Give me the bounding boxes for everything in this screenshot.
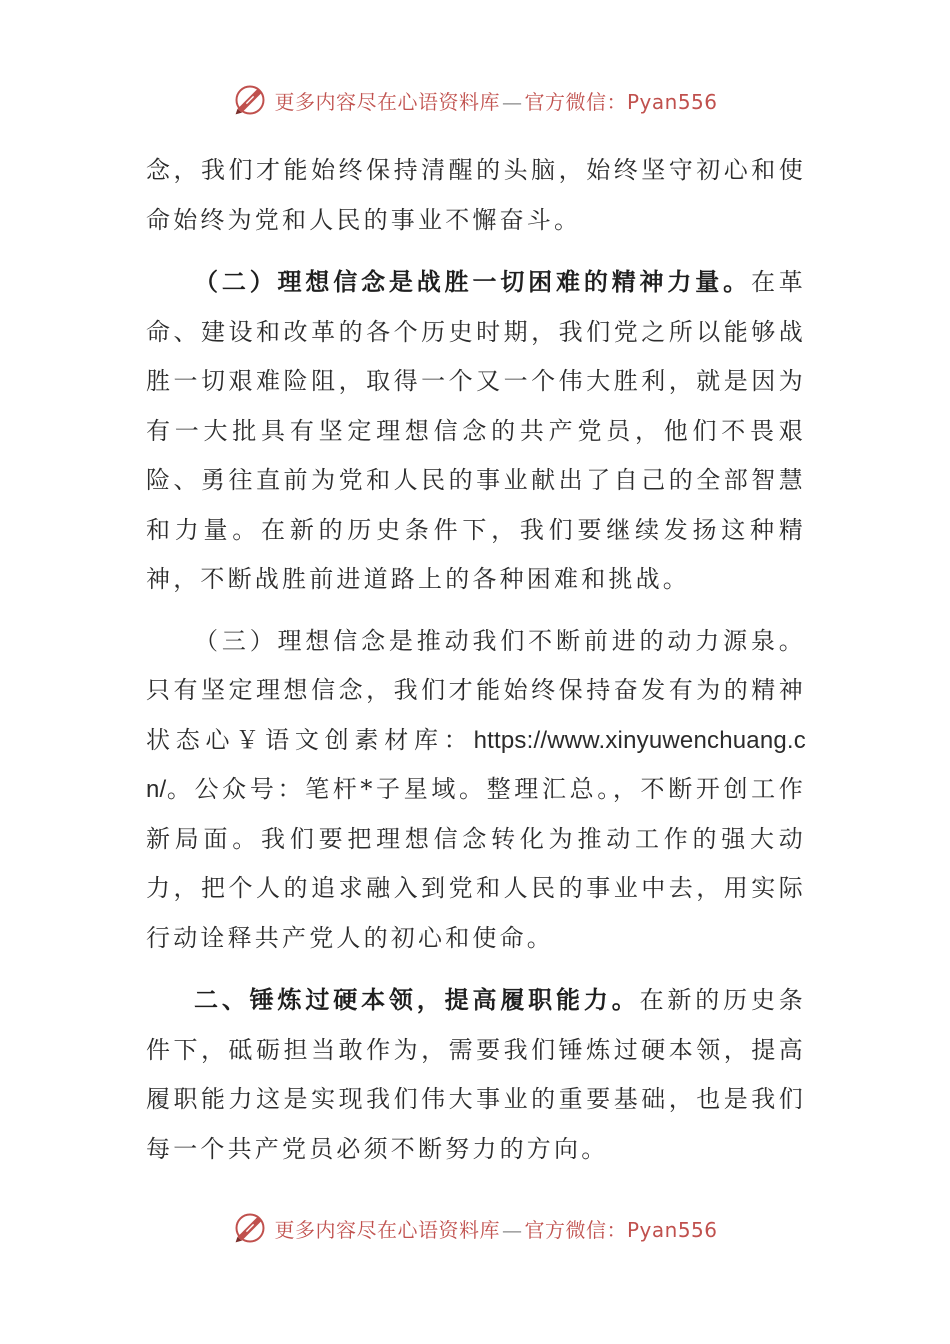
paragraph-3 — [146, 617, 806, 964]
paragraph-4 — [146, 975, 806, 1174]
paragraph-gap — [146, 605, 806, 617]
paragraph-3-text-a: （三）理想信念是推动我们不断前进的动力源泉。只有坚定理想信念，我们才能始终保持奋发有为的精神状态心￥语文创素材库： — [146, 626, 806, 754]
paragraph-4-text: 在新的历史条件下，砥砺担当敢作为，需要我们锤炼过硬本领，提高履职能力这是实现我们伟大事业的重要基础，也是我们每一个共产党员必须不断努力的方向。 — [146, 986, 806, 1163]
footer-wechat-id: Pyan556 — [626, 1217, 718, 1242]
paragraph-2-text: 在革命、建设和改革的各个历史时期，我们党之所以能够战胜一切艰难险阻，取得一个又一个伟大胜利，就是因为有一大批具有坚定理想信念的共产党员，他们不畏艰险、勇往直前为党和人民的事业献出了自己的全部智慧和力量。在新的历史条件下，我们要继续发扬这种精神，不断战胜前进道路上的各种困难和挑战。 — [146, 268, 807, 593]
header-banner-text — [274, 86, 717, 115]
document-body — [146, 146, 806, 1174]
footer-banner — [0, 1210, 950, 1246]
header-site-text: 更多内容尽在心语资料库 — [274, 89, 500, 114]
pen-nib-logo-icon — [232, 1210, 268, 1246]
footer-wechat-label: 官方微信： — [524, 1217, 627, 1242]
pen-nib-logo-icon — [232, 82, 268, 118]
footer-banner-text — [274, 1214, 717, 1243]
paragraph-gap — [146, 963, 806, 975]
paragraph-3-text-b: 。公众号：笔杆*子星域。整理汇总。，不断开创工作新局面。我们要把理想信念转化为推动工作的强大动力，把个人的追求融入到党和人民的事业中去，用实际行动诠释共产党人的初心和使命。 — [146, 775, 806, 952]
footer-separator: — — [501, 1217, 523, 1242]
header-separator: — — [501, 89, 523, 114]
paragraph-3-url: https://www.xinyuwenchuang.cn/ — [146, 726, 806, 803]
header-wechat-id: Pyan556 — [626, 89, 718, 114]
paragraph-2-heading: （二）理想信念是战胜一切困难的精神力量。 — [194, 267, 751, 296]
paragraph-gap — [146, 245, 806, 257]
footer-site-text: 更多内容尽在心语资料库 — [274, 1217, 500, 1242]
paragraph-2 — [146, 257, 806, 605]
header-wechat-label: 官方微信： — [524, 89, 627, 114]
header-banner — [0, 82, 950, 118]
paragraph-4-heading: 二、锤炼过硬本领，提高履职能力。 — [194, 985, 640, 1014]
paragraph-1: 念，我们才能始终保持清醒的头脑，始终坚守初心和使命始终为党和人民的事业不懈奋斗。 — [146, 156, 806, 234]
